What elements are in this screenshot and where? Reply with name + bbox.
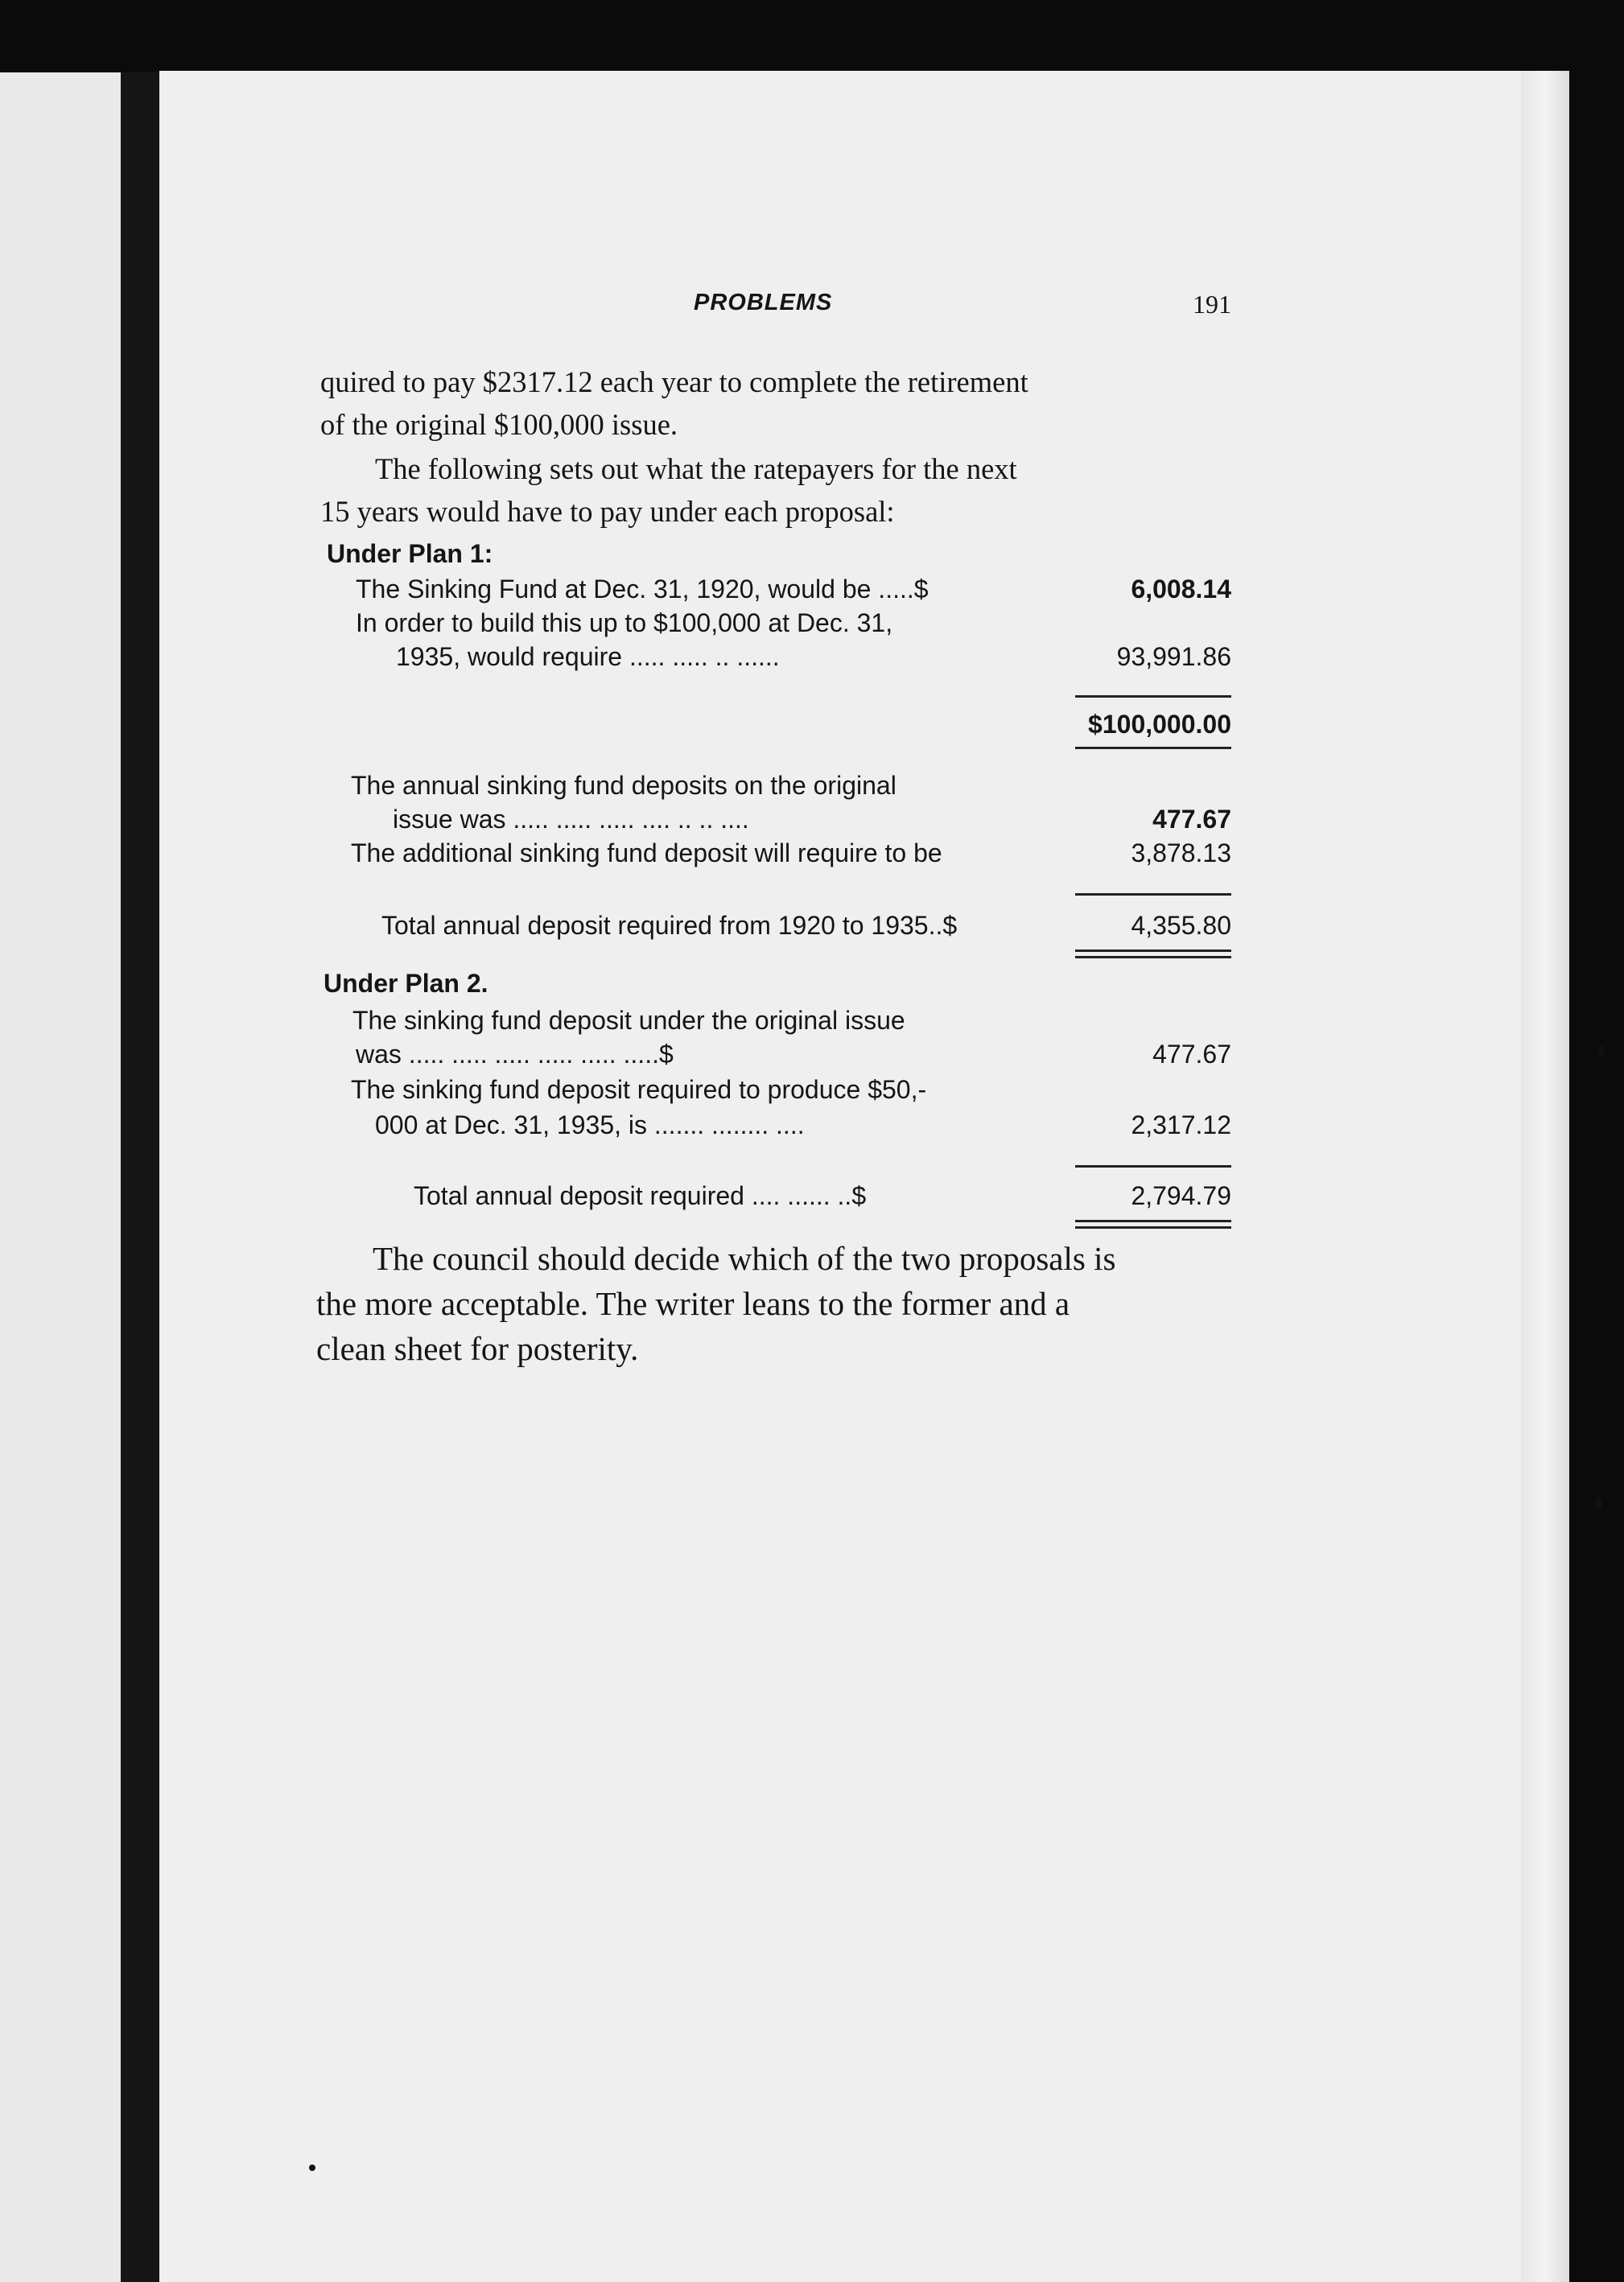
plan-1-heading: Under Plan 1:: [327, 539, 493, 568]
intro-paragraph: [320, 447, 1017, 533]
text-line: of the original $100,000 issue.: [320, 408, 678, 441]
plan-1-section: [322, 539, 1231, 958]
plan-2-section: [322, 969, 1231, 1242]
plan-1-row-text: issue was ..... ..... ..... .... .. .. ....: [393, 805, 749, 834]
plan-2-row-amount: 477.67: [1152, 1040, 1231, 1069]
sum-rule: [1075, 893, 1231, 896]
double-rule: [1075, 956, 1231, 958]
text-line: The council should decide which of the two proposals is: [373, 1240, 1116, 1277]
plan-1-row-amount: 3,878.13: [1131, 838, 1231, 867]
double-rule: [1075, 1226, 1231, 1229]
scan-speck: [309, 2165, 315, 2171]
page-header: [315, 290, 1231, 325]
text-line: clean sheet for posterity.: [316, 1330, 639, 1367]
text-line: quired to pay $2317.12 each year to complete the retirement: [320, 365, 1028, 398]
double-rule: [1075, 949, 1231, 952]
facing-page-edge: [0, 72, 121, 2282]
page-fore-edge: [1521, 71, 1569, 2282]
plan-2-total-text: Total annual deposit required .... ...... ..$: [414, 1181, 867, 1210]
plan-2-row-text: The sinking fund deposit under the original issue: [352, 1006, 905, 1035]
plan-1-total-text: Total annual deposit required from 1920 to 1935..$: [381, 911, 958, 940]
plan-1-row-amount: 6,008.14: [1131, 575, 1231, 603]
sum-rule: [1075, 695, 1231, 698]
plan-1-row-text: In order to build this up to $100,000 at Dec. 31,: [356, 608, 893, 637]
scan-speck: [1598, 1046, 1605, 1057]
text-line: The following sets out what the ratepayers for the next: [375, 452, 1017, 485]
plan-2-heading: Under Plan 2.: [324, 969, 488, 998]
plan-2-row-text: 000 at Dec. 31, 1935, is ....... ........ ....: [375, 1110, 805, 1139]
plan-1-subtotal: $100,000.00: [1088, 710, 1231, 739]
double-rule: [1075, 1220, 1231, 1222]
plan-2-row-text: was ..... ..... ..... ..... ..... .....$: [356, 1040, 674, 1069]
page-number: 191: [1193, 290, 1231, 319]
book-gutter: [121, 72, 159, 2282]
running-head: PROBLEMS: [694, 290, 833, 315]
plan-2-row-text: The sinking fund deposit required to produce $50,-: [351, 1075, 927, 1104]
sum-rule: [1075, 1165, 1231, 1168]
plan-1-total-amount: 4,355.80: [1131, 911, 1231, 940]
closing-paragraph: [316, 1236, 1115, 1371]
sum-rule: [1075, 747, 1231, 749]
scan-speck: [1595, 1497, 1602, 1510]
plan-1-row-amount: 93,991.86: [1116, 642, 1231, 671]
intro-paragraph-continued: [320, 360, 1028, 446]
text-line: the more acceptable. The writer leans to the former and a: [316, 1285, 1070, 1322]
plan-1-row-text: 1935, would require ..... ..... .. ......: [396, 642, 780, 671]
plan-1-row-amount: 477.67: [1152, 805, 1231, 834]
plan-2-row-amount: 2,317.12: [1131, 1110, 1231, 1139]
plan-2-total-amount: 2,794.79: [1131, 1181, 1231, 1210]
plan-1-row-text: The annual sinking fund deposits on the original: [351, 771, 896, 800]
plan-1-row-text: The additional sinking fund deposit will require to be: [351, 838, 942, 867]
text-line: 15 years would have to pay under each proposal:: [320, 495, 895, 528]
plan-1-row-text: The Sinking Fund at Dec. 31, 1920, would be .....$: [356, 575, 929, 603]
